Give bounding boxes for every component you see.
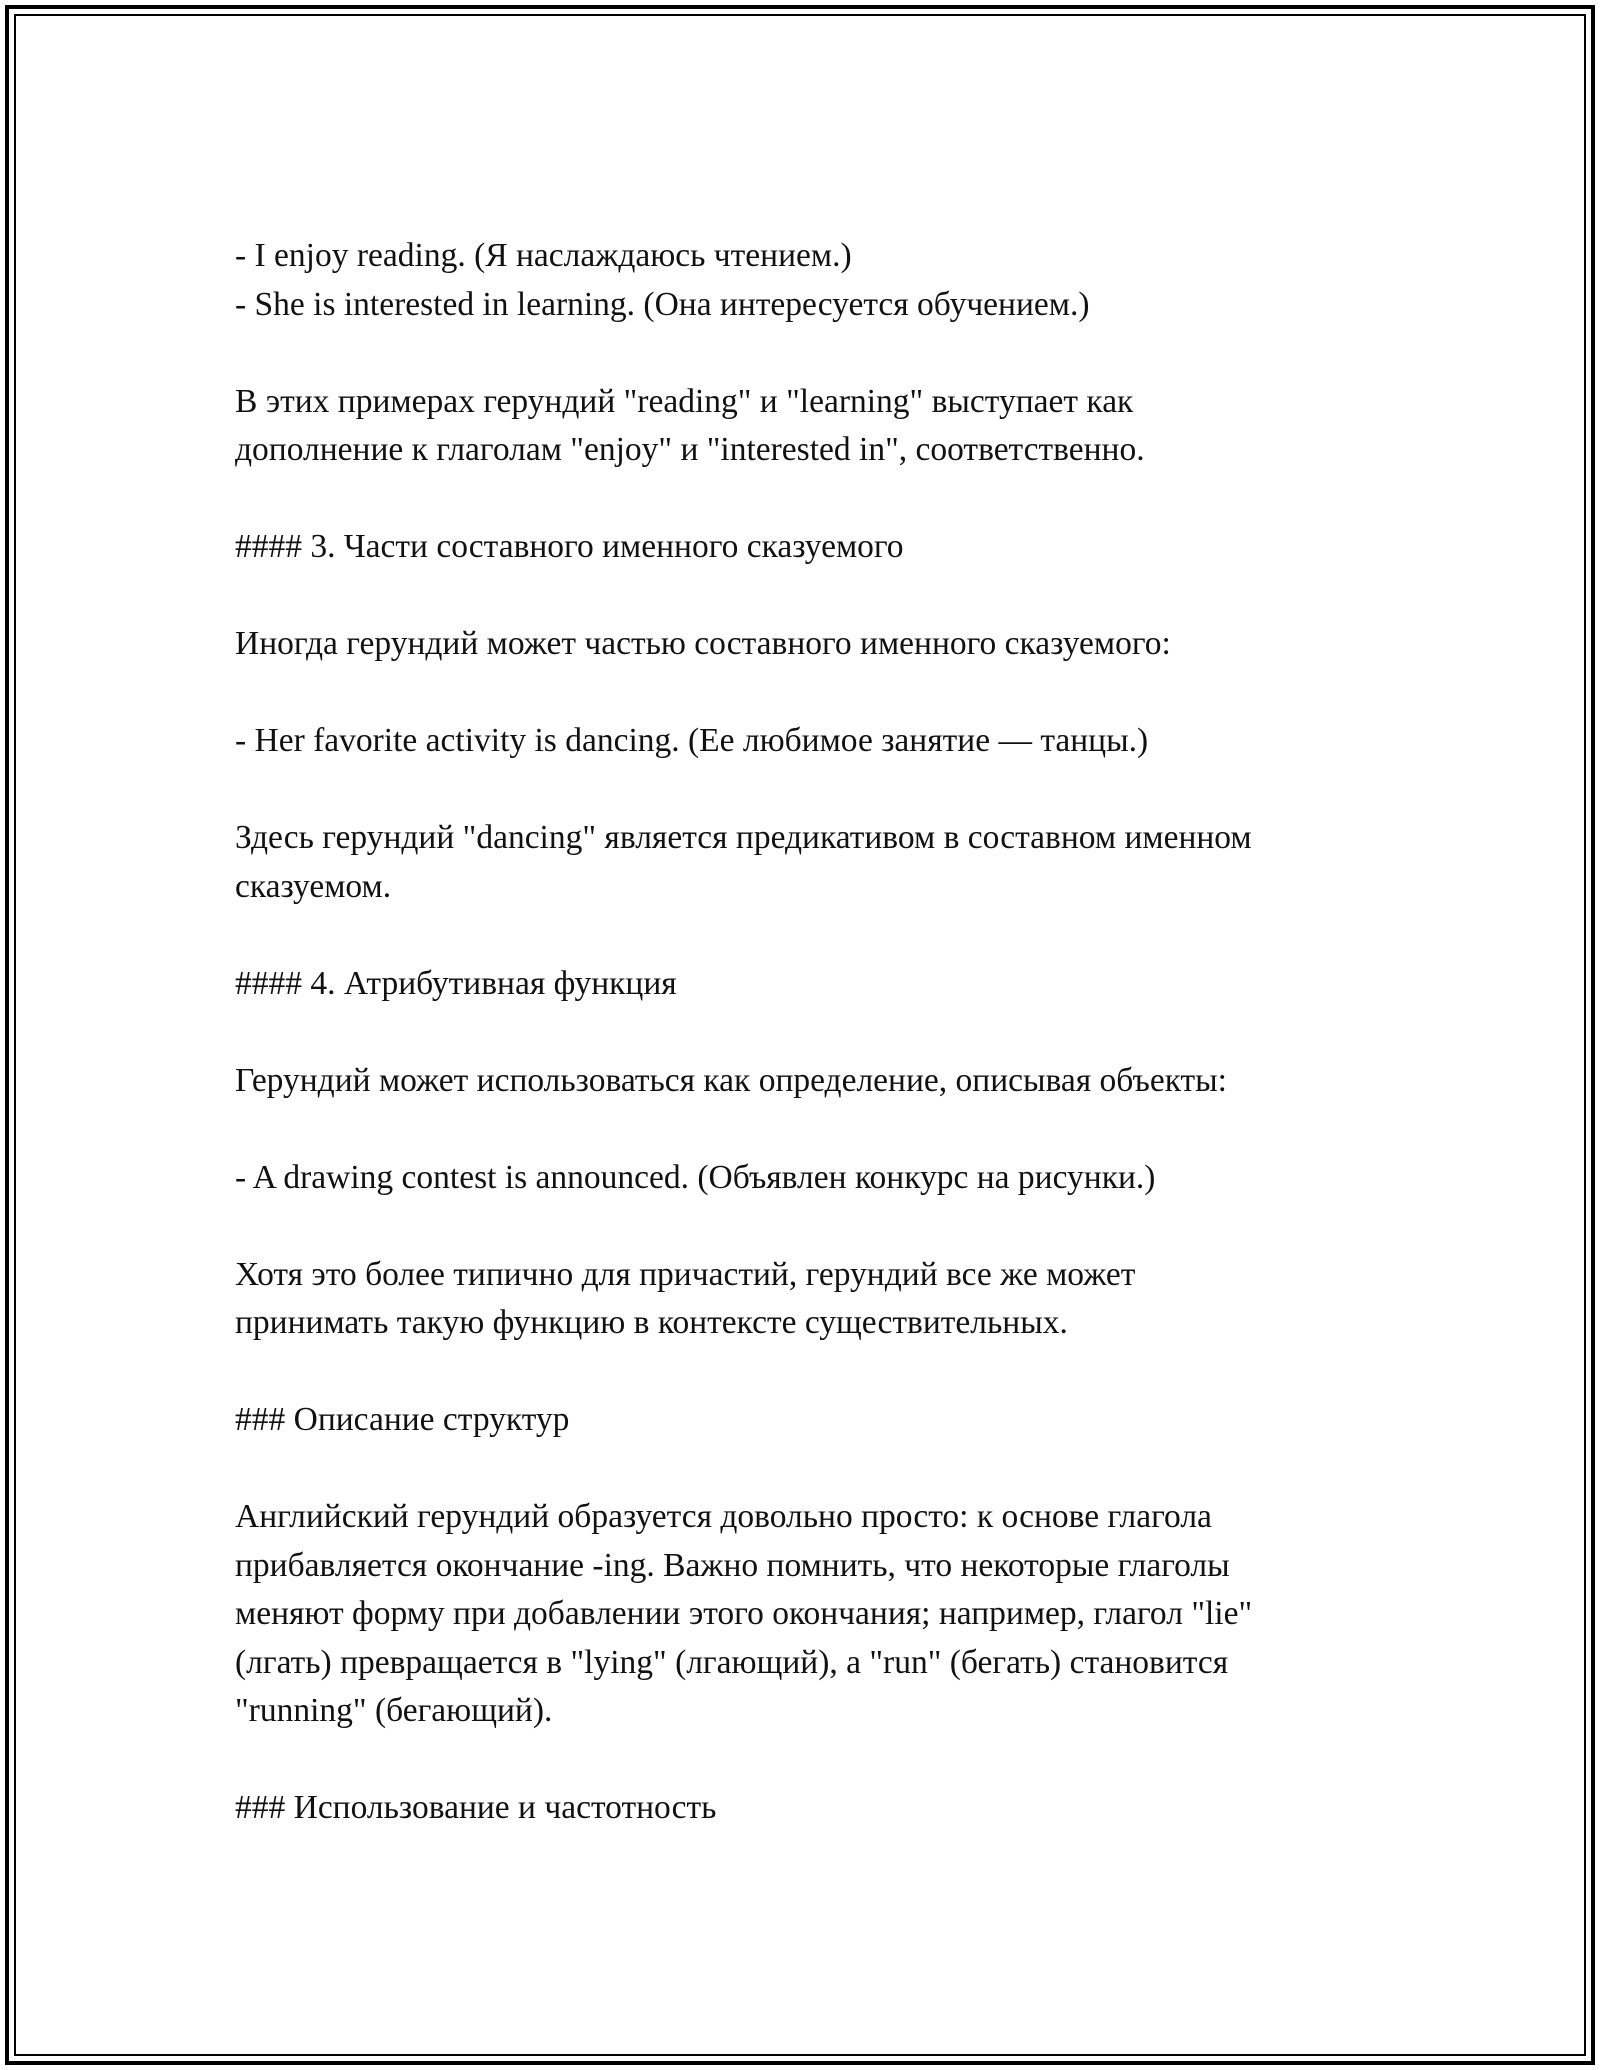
paragraph-line: Здесь герундий "dancing" является предикативом в составном именном (235, 819, 1252, 856)
paragraph (235, 814, 1395, 911)
heading-text: ### Описание структур (235, 1401, 570, 1438)
paragraph (235, 378, 1395, 475)
paragraph-line: прибавляется окончание -ing. Важно помнить, что некоторые глаголы (235, 1546, 1230, 1584)
list-item: - She is interested in learning. (Она интересуется обучением.) (235, 285, 1090, 323)
list-item: - A drawing contest is announced. (Объявлен конкурс на рисунки.) (235, 1158, 1156, 1196)
paragraph-line: Герундий может использоваться как определение, описывая объекты: (235, 1061, 1227, 1099)
example-list (235, 1154, 1395, 1203)
paragraph (235, 1493, 1395, 1736)
paragraph-line: "running" (бегающий). (235, 1692, 553, 1729)
paragraph-line: дополнение к глаголам "enjoy" и "interested in", соответственно. (235, 431, 1145, 468)
paragraph-line: (лгать) превращается в "lying" (лгающий), а "run" (бегать) становится (235, 1643, 1229, 1681)
paragraph-line: сказуемом. (235, 867, 392, 905)
paragraph-line: В этих примерах герундий "reading" и "learning" выступает как (235, 382, 1134, 420)
section-heading (235, 523, 1395, 572)
paragraph-line: Английский герундий образуется довольно просто: к основе глагола (235, 1498, 1212, 1535)
paragraph (235, 1251, 1395, 1348)
section-heading (235, 1396, 1395, 1445)
paragraph (235, 620, 1395, 669)
heading-text: ### Использование и частотность (235, 1789, 717, 1826)
section-heading (235, 1784, 1395, 1833)
section-heading (235, 960, 1395, 1009)
example-list (235, 232, 1395, 329)
list-item: - Her favorite activity is dancing. (Ее любимое занятие — танцы.) (235, 722, 1149, 759)
paragraph-line: принимать такую функцию в контексте существительных. (235, 1304, 1068, 1341)
document-body (235, 232, 1395, 1881)
heading-text: #### 3. Части составного именного сказуемого (235, 528, 904, 565)
paragraph-line: Иногда герундий может частью составного именного сказуемого: (235, 625, 1171, 662)
paragraph-line: меняют форму при добавлении этого окончания; например, глагол "lie" (235, 1595, 1253, 1632)
paragraph (235, 1057, 1395, 1106)
example-list (235, 717, 1395, 766)
list-item: - I enjoy reading. (Я наслаждаюсь чтением.) (235, 237, 852, 274)
heading-text: #### 4. Атрибутивная функция (235, 964, 677, 1002)
paragraph-line: Хотя это более типично для причастий, герундий все же может (235, 1255, 1136, 1293)
